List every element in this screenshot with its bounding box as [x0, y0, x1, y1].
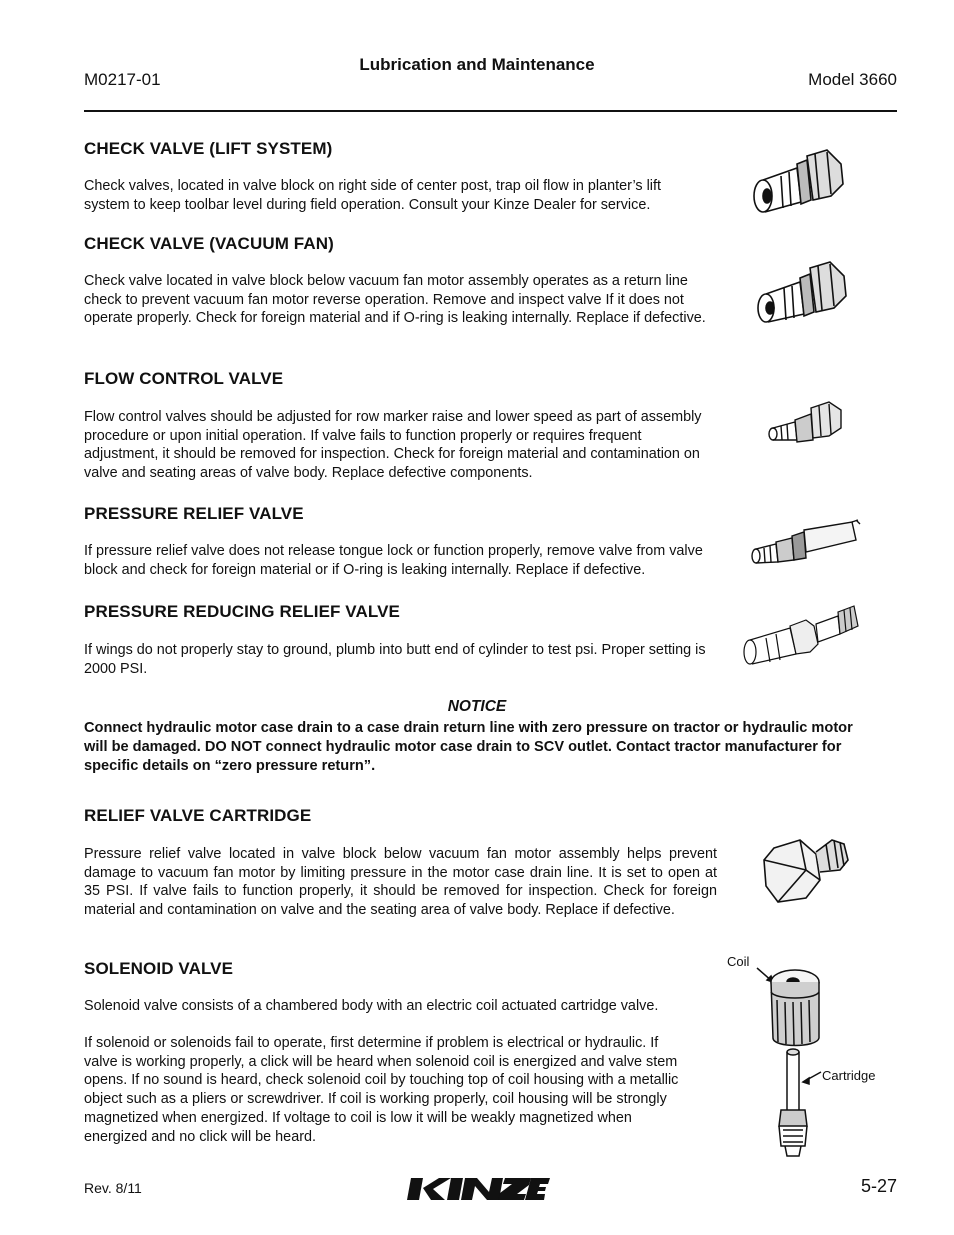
page-number: 5-27 — [860, 1176, 897, 1196]
page-header-title: Lubrication and Maintenance — [359, 55, 595, 74]
section-body-pressure-reducing: If wings do not properly stay to ground, plumb into butt end of cylinder to test psi. Proper setting is 2000 PSI. — [84, 642, 706, 677]
section-body-check-valve-lift: Check valves, located in valve block on right side of center post, trap oil flow in planter’s lift system to keep toolbar level during field operation. Consult your Kinze Dealer for service. — [84, 178, 661, 213]
section-title-pressure-relief: PRESSURE RELIEF VALVE — [84, 504, 304, 523]
doc-number: M0217-01 — [84, 70, 161, 89]
relief-cartridge-illustration — [760, 830, 850, 908]
model-number: Model 3660 — [808, 70, 897, 89]
check-valve-lift-illustration — [745, 146, 845, 220]
pressure-relief-valve-illustration — [748, 518, 863, 570]
section-body-flow-control: Flow control valves should be adjusted for row marker raise and lower speed as part of assembly procedure or upon initial operation. If valve fails to function properly or requires frequent adjustment, it should be removed for inspection. Check for foreign material and contamination on valve and seating areas of valve body. Replace defective components. — [84, 409, 702, 482]
section-title-pressure-reducing: PRESSURE REDUCING RELIEF VALVE — [84, 602, 400, 621]
pressure-reducing-valve-illustration — [740, 604, 866, 668]
section-title-flow-control: FLOW CONTROL VALVE — [84, 369, 284, 388]
section-title-relief-cartridge: RELIEF VALVE CARTRIDGE — [84, 806, 312, 825]
section-body-check-valve-vacuum: Check valve located in valve block below vacuum fan motor assembly operates as a return line check to prevent vacuum fan motor reverse operation. Remove and inspect valve If it does not operate properly. Check for foreign material and if O-ring is leaking internally. Replace if defective. — [84, 273, 706, 327]
callout-cartridge-label: Cartridge — [822, 1068, 876, 1083]
section-title-check-valve-vacuum: CHECK VALVE (VACUUM FAN) — [84, 234, 334, 253]
notice-body: Connect hydraulic motor case drain to a case drain return line with zero pressure on tractor or hydraulic motor will be damaged. DO NOT connect hydraulic motor case drain to SCV outlet. Contact tractor manufacturer for specific details on “zero pressure return”. — [84, 720, 853, 774]
section-body-relief-cartridge: Pressure relief valve located in valve block below vacuum fan motor assembly helps prevent damage to vacuum fan motor by limiting pressure in the motor case drain line. It is set to open at 35 PSI. If valve fails to function properly, it should be removed for inspection. Check for foreign material and contamination on valve and the seating area of valve body. Replace if defective. — [84, 846, 717, 919]
solenoid-valve-illustration — [745, 960, 835, 1160]
section-body-solenoid-intro: Solenoid valve consists of a chambered body with an electric coil actuated cartridge valve. — [84, 998, 659, 1014]
section-title-check-valve-lift: CHECK VALVE (LIFT SYSTEM) — [84, 139, 333, 158]
revision-label: Rev. 8/11 — [84, 1180, 142, 1196]
header-divider — [84, 110, 897, 112]
section-body-solenoid-details: If solenoid or solenoids fail to operate, first determine if problem is electrical or hydraulic. If valve is working properly, a click will be heard when solenoid coil is energized and valve stem opens. If no sound is heard, check solenoid coil by touching top of coil housing with a metallic object such as a pliers or screwdriver. If coil is working properly, coil housing will be strongly magnetized when energized. If voltage to coil is low it will be weakly magnetized when energized and no click will be heard. — [84, 1035, 679, 1145]
callout-coil-label: Coil — [727, 954, 750, 969]
kinze-logo — [405, 1174, 550, 1204]
notice-title: NOTICE — [447, 698, 507, 715]
section-title-solenoid: SOLENOID VALVE — [84, 959, 234, 978]
section-body-pressure-relief: If pressure relief valve does not release tongue lock or function properly, remove valve from valve block and check for foreign material or if O-ring is leaking internally. Replace if defective. — [84, 543, 703, 578]
flow-control-valve-illustration — [765, 398, 845, 446]
check-valve-vacuum-illustration — [750, 256, 850, 330]
